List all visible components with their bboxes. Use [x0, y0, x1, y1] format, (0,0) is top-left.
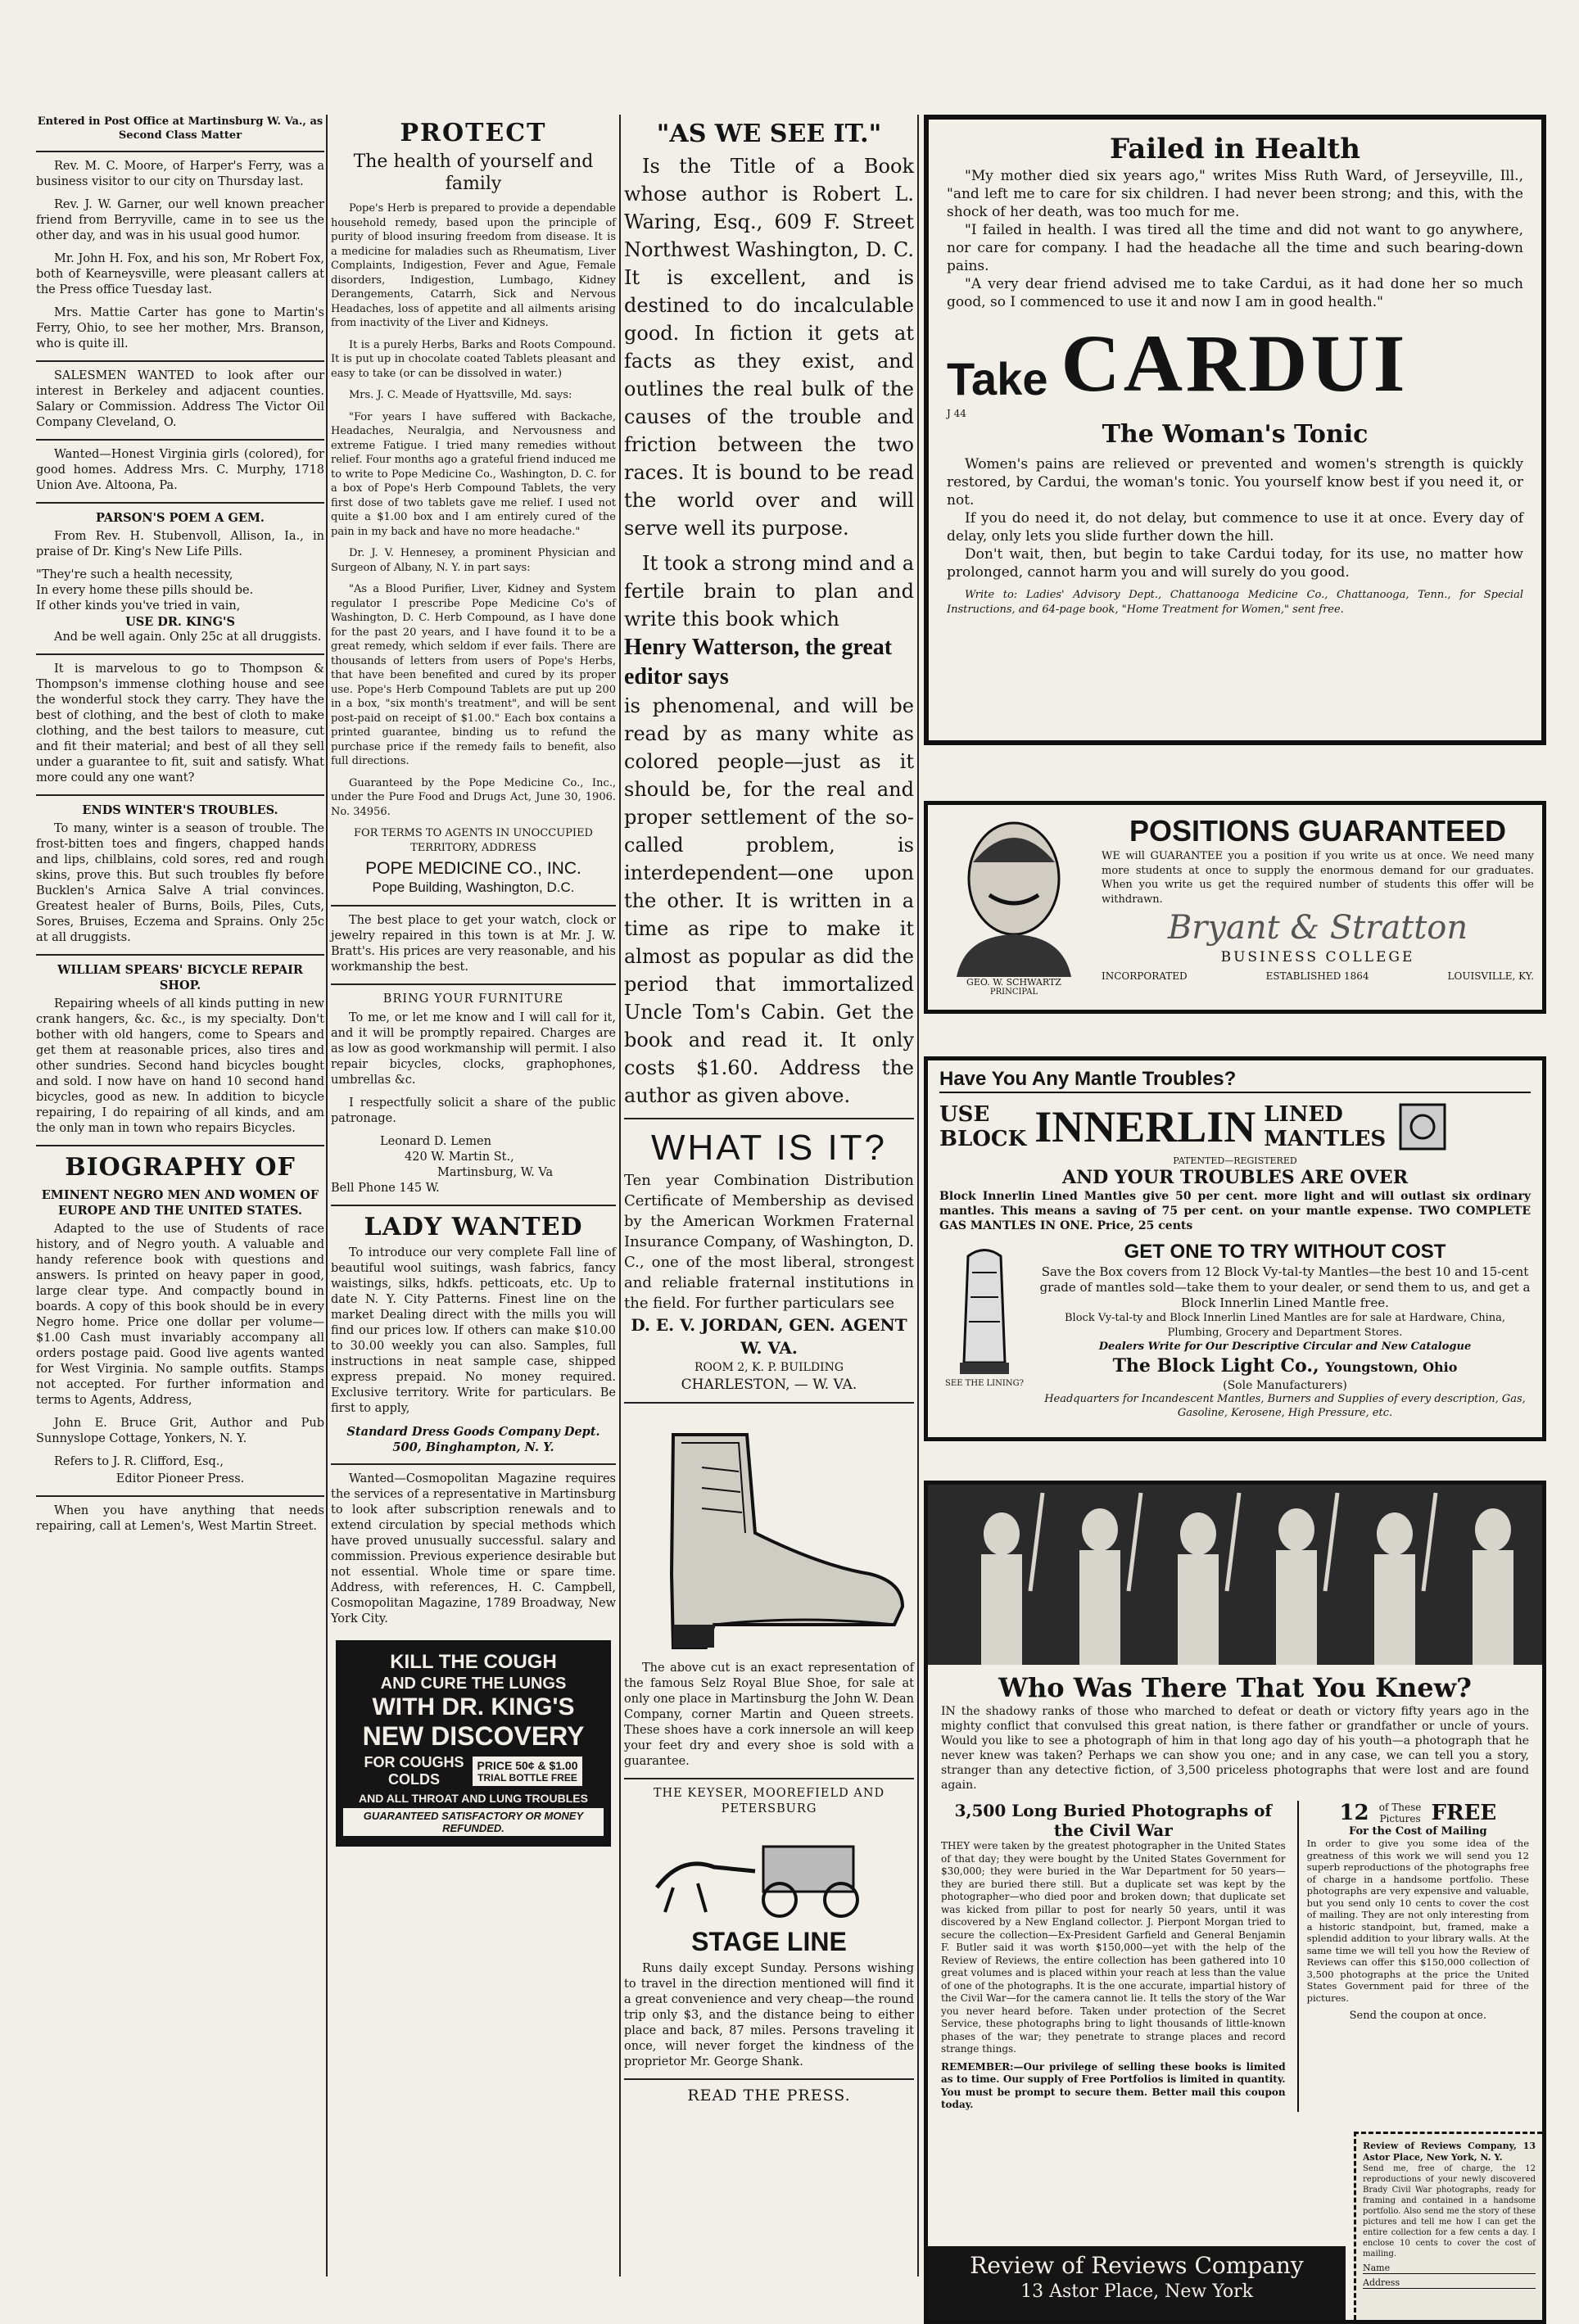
thompson-ad: It is marvelous to go to Thompson & Thompson's immense clothing house and see the wonderful stock they carry. They have the best of clothing, and the best of cloth to make clothing, and the best tailors to measure, cut and fit their material; and best of all they sell under a guarantee to fit, suit and satisfy. What more could any one want?: [36, 662, 324, 784]
cardui-brand: CARDUI: [1061, 318, 1409, 409]
jordan-city: CHARLESTON, — W. VA.: [681, 1377, 857, 1393]
entered-notice: Entered in Post Office at Martinsburg W. Va., as Second Class Matter: [37, 115, 323, 142]
parson-from: From Rev. H. Stubenvoll, Allison, Ia., in praise of Dr. King's New Life Pills.: [36, 530, 324, 558]
louisville: LOUISVILLE, KY.: [1447, 970, 1534, 982]
block-label: BLOCK: [939, 1127, 1027, 1151]
lady-company: Standard Dress Goods Company Dept. 500, Binghampton, N. Y.: [346, 1425, 600, 1454]
cardui-write: Write to: Ladies' Advisory Dept., Chattanooga Medicine Co., Chattanooga, Tenn., for Special Instructions, and 64-page book, "Home Treatment for Women," sent free.: [947, 589, 1523, 616]
stagecoach-illustration: [640, 1822, 898, 1920]
pope-company: POPE MEDICINE CO., INC.: [365, 859, 581, 878]
as-we-see-it-heading: "AS WE SEE IT.": [656, 120, 882, 148]
keyser-heading: THE KEYSER, MOOREFIELD AND PETERSBURG: [653, 1787, 885, 1815]
popes-terms: FOR TERMS TO AGENTS IN UNOCCUPIED TERRITORY, ADDRESS: [354, 827, 593, 854]
who-was-there-heading: Who Was There That You Knew?: [998, 1672, 1472, 1703]
popes-text: Dr. J. V. Hennesey, a prominent Physician and Surgeon of Albany, N. Y. in part says:: [331, 547, 616, 574]
biography-editor: Editor Pioneer Press.: [115, 1472, 245, 1485]
poem-line: If other kinds you've tried in vain,: [36, 599, 241, 613]
review-company: Review of Reviews Company: [970, 2252, 1304, 2279]
biography-text: Adapted to the use of Students of race history, and of Negro youth. A valuable and handy reference book with questions and answers. Is printed on heavy paper in good, large clear type. And compactly bound in boards. A copy of this book should be in every Negro home. Price one dollar per volume—$1.00 Cash must invariably accompany all orders postage paid. Good live agents wanted for West Virginia. No sample outfits. Stamps not accepted. For further information and terms to Agents, Address,: [36, 1223, 324, 1407]
block-city: Youngstown, Ohio: [1325, 1359, 1458, 1375]
free-label: FREE: [1431, 1801, 1497, 1825]
twelve-label: 12: [1339, 1801, 1369, 1825]
dr-king-line: KILL THE COUGH: [390, 1651, 557, 1673]
coupon-name-field[interactable]: Name: [1363, 2263, 1536, 2274]
free-text: In order to give you some idea of the greatness of this work we will send you 12 superb reproductions of the photographs free of charge in a handsome portfolio. These photographs are very expensive and valuable, but you send only 10 cents to cover the cost of mailing. They are not only interesting from a historic standpoint, but, framed, make a splendid addition to your library walls. At the same time we will tell you how the Review of Reviews can offer this $150,000 collection of 3,500 photographs at the price the United States Government paid for three of the pictures.: [1306, 1838, 1529, 2004]
dr-king-line: AND CURE THE LUNGS: [380, 1675, 567, 1693]
sole-manufacturers: (Sole Manufacturers): [1223, 1378, 1347, 1392]
protect-subheading: The health of yourself and family: [353, 151, 594, 194]
column-1: [36, 115, 324, 2277]
biography-sign: John E. Bruce Grit, Author and Pub Sunnyslope Cottage, Yonkers, N. Y.: [36, 1417, 324, 1445]
biography-heading: BIOGRAPHY OF: [65, 1153, 296, 1182]
column-rule: [917, 115, 919, 2277]
mantle-box-icon: [1394, 1098, 1451, 1155]
coupon-text: Send me, free of charge, the 12 reproductions of your newly discovered Brady Civil War photographs, ready for framing and contained in a handsome portfolio. Also send me the story of these pictures and tell me how I can get the entire collection for a few cents a day. I enclose 10 cents to cover the cost of mailing.: [1363, 2164, 1536, 2258]
dealers-write: Dealers Write for Our Descriptive Circular and New Catalogue: [1098, 1341, 1472, 1353]
positions-text: WE will GUARANTEE you a position if you write us at once. We need many more students at once to supply the enormous demand for our graduates. When you write us get the required number of students this offer will be withdrawn.: [1102, 850, 1534, 906]
use-label: USE: [939, 1102, 990, 1127]
cardui-text: Women's pains are relieved or prevented and women's strength is quickly restored, by Cardui, the woman's tonic. You yourself know best if you need it, or not.: [947, 456, 1523, 509]
cardui-testimonial: "My mother died six years ago," writes Miss Ruth Ward, of Jerseyville, Ill., "and left me to care for six children. I had never been strong; and this, with the shock of her death, was too much for me.: [947, 168, 1523, 220]
positions-ad: [924, 801, 1546, 1014]
mantles-label: MANTLES: [1264, 1127, 1387, 1151]
get-one-free: GET ONE TO TRY WITHOUT COST: [1124, 1241, 1446, 1263]
shoe-illustration: [624, 1410, 914, 1656]
see-lining: SEE THE LINING?: [945, 1379, 1024, 1388]
spears-text: Repairing wheels of all kinds putting in new crank hangers, &c. &c., is my specialty. Don't bother with old hangers, come to Spears and get them at reasonable prices, also tires and other sundries. Second hand bicycles bought and sold. I now have on hand 10 second hand bicycles, good as new. In addition to bicycle repairing, I do repairing of all kinds, and am the only man in town who repairs Bicycles.: [36, 997, 324, 1135]
jordan-room: ROOM 2, K. P. BUILDING: [694, 1361, 844, 1374]
biography-ref: Refers to J. R. Clifford, Esq.,: [54, 1455, 224, 1468]
popes-text: "For years I have suffered with Backache, Headaches, Neuralgia, and Nervousness and extreme Fatigue. I tried many remedies without relief. Four months ago a grateful friend induced me to write to Pope Medicine Co., Washington, D. C. for a box of Pope's Herb Compound Tablets, the very first dose of two tablets gave me relief. I used not quite a $1.00 box and I am entirely cured of the pain in my back and have no more headache.": [331, 410, 616, 538]
read-the-press: READ THE PRESS.: [687, 2087, 851, 2105]
furniture-sign: 420 W. Martin St.,: [405, 1151, 514, 1164]
save-covers: Save the Box covers from 12 Block Vy-tal-ty Mantles—the best 10 and 15-cent grade of mantles sold—take them to your dealer, or send them to us, and get a Block Innerlin Lined Mantle free.: [1039, 1264, 1531, 1310]
schwartz-name: GEO. W. SCHWARTZ: [966, 977, 1061, 988]
coupon-address: Review of Reviews Company, 13 Astor Place, New York, N. Y.: [1363, 2141, 1536, 2163]
ends-text: To many, winter is a season of trouble. The frost-bitten toes and fingers, chapped hands and lips, chilblains, cold sores, red and rough skins, prove this. But such troubles fly before Bucklen's Arnica Salve A trial convinces. Greatest healer of Burns, Boils, Piles, Cuts, Sores, Bruises, Eczema and Sprains. Only 25c at all druggists.: [36, 822, 324, 944]
phone: Bell Phone 145 W.: [331, 1182, 440, 1195]
bratt-ad: The best place to get your watch, clock or jewelry repaired in this town is at Mr. J. W. Bratt's. His prices are very reasonable, and his workmanship the best.: [331, 914, 616, 974]
business-college: BUSINESS COLLEGE: [1220, 949, 1415, 965]
bryant-stratton-script: Bryant & Stratton: [1167, 909, 1468, 947]
dr-king-line: COLDS: [388, 1771, 440, 1788]
patented: PATENTED—REGISTERED: [1173, 1155, 1297, 1166]
cosmopolitan-ad: Wanted—Cosmopolitan Magazine requires the services of a representative in Martinsburg to look after subscription renewals and to extend circulation by special methods which have proved unusually successful. salary and commission. Previous experience desirable but not essential. Whole time or spare time. Address, with references, H. C. Campbell, Cosmopolitan Magazine, 1789 Broadway, New York City.: [331, 1472, 616, 1625]
pope-address: Pope Building, Washington, D.C.: [372, 879, 575, 895]
review-address: 13 Astor Place, New York: [1020, 2281, 1253, 2302]
column-2: [331, 115, 616, 2277]
cardui-code: J 44: [947, 408, 966, 419]
popes-text: Mrs. J. C. Meade of Hyattsville, Md. says:: [349, 389, 572, 401]
ends-heading: ENDS WINTER'S TROUBLES.: [82, 803, 278, 817]
mantle-text: Block Innerlin Lined Mantles give 50 per cent. more light and will outlast six ordinary mantles. This means a saving of 75 per cent. on your mantle expense. TWO COMPLETE GAS MANTLES IN ONE. Price, 25 cents: [939, 1190, 1531, 1232]
cardui-tagline: The Woman's Tonic: [1102, 420, 1369, 449]
review-banner: [928, 2246, 1346, 2320]
who-was-there-text: IN the shadowy ranks of those who marched to defeat or death or victory fifty years ago in the mighty conflict that convulsed this great nation, is there father or grandfather or uncle of yours. Would you like to see a photograph of him in that long ago day of his youth—a photograph that he never knew was taken? Perhaps we can show you one; and in any case, we can tell you a story, stranger than any detective fiction, of 3,500 priceless photographs that were lost and are found again.: [941, 1705, 1529, 1792]
shoe-text: The above cut is an exact representation of the famous Selz Royal Blue Shoe, for sale at only one place in Martinsburg the John W. Dean Company, corner Martin and Queen streets. These shoes have a cork innersole an will keep your feet dry and every shoe is sold with a guarantee.: [624, 1662, 914, 1768]
soldiers-icon: [928, 1485, 1542, 1665]
popes-text: Guaranteed by the Pope Medicine Co., Inc., under the Pure Food and Drugs Act, June 30, 1906. No. 34956.: [331, 776, 616, 818]
what-is-it-heading: WHAT IS IT?: [650, 1128, 888, 1168]
furniture-heading: BRING YOUR FURNITURE: [382, 992, 564, 1006]
cardui-text: Don't wait, then, but begin to take Cardui today, for its use, no matter how prolonged, cannot harm you and will surely do you good.: [947, 546, 1523, 581]
take-label: Take: [947, 353, 1048, 405]
column-4: [924, 115, 1546, 2302]
column-rule: [326, 115, 328, 2277]
dr-king-line: AND ALL THROAT AND LUNG TROUBLES: [359, 1792, 588, 1805]
popes-text: "As a Blood Purifier, Liver, Kidney and System regulator I prescribe Pope Medicine Co's of Washington, D. C. Herb Compound, as I have done for the past 20 years, and I have found it to be a great remedy, which seldom if ever fails. There are thousands of letters from users of Pope's Herbs, that have been benefited and cured by its proper use. Pope's Herb Compound Tablets are put up 200 in a box, "six month's treatment", and will be sent post-paid on receipt of $1.00." Each box contains a printed guarantee, binding us to refund the purchase price if the remedy fails to benefit, also full directions.: [331, 583, 616, 767]
innerlin-ad: [924, 1056, 1546, 1441]
cardui-testimonial: "A very dear friend advised me to take Cardui, as it had done her so much good, so I commenced to use it and now I am in good health.": [947, 276, 1523, 310]
popes-text: It is a purely Herbs, Barks and Roots Compound. It is put up in chocolate coated Tablets pleasant and easy to take (or can be dissolved in water.): [331, 338, 616, 380]
as-we-see-it-text: Is the Title of a Book whose author is Robert L. Waring, Esq., 609 F. Street Northwest Washington, D. C. It is excellent, and is destined to do incalculable good. In fiction it gets at facts as they exist, and outlines the real bulk of the causes of the trouble and friction between the two races. It is bound to be read the world over and will serve well its purpose.: [624, 155, 914, 540]
protect-heading: PROTECT: [400, 119, 547, 147]
buried-photos-heading: 3,500 Long Buried Photographs of the Civil War: [954, 1801, 1273, 1840]
lemen-ad: When you have anything that needs repairing, call at Lemen's, West Martin Street.: [36, 1504, 324, 1533]
cardui-text: If you do need it, do not delay, but commence to use it at once. Every day of delay, only lets you slide further down the hill.: [947, 510, 1523, 545]
local-item: Rev. M. C. Moore, of Harper's Ferry, was a business visitor to our city on Thursday last.: [36, 160, 324, 188]
shoe-icon: [624, 1410, 914, 1656]
poem-line: "They're such a health necessity,: [36, 568, 233, 581]
civil-war-ad: [924, 1481, 1546, 2324]
local-item: Rev. J. W. Garner, our well known preacher friend from Berryville, came in to see us the other day, and was in his usual good humor.: [36, 198, 324, 242]
stage-line-text: Runs daily except Sunday. Persons wishing to travel in the direction mentioned will find it a great convenience and very cheap—the round trip only $3, and the distance being to either place and back, 87 miles. Persons traveling it once, will never forget the kindness of the proprietor Mr. George Shank.: [624, 1962, 914, 2069]
stagecoach-icon: [640, 1822, 898, 1920]
dr-king-line: NEW DISCOVERY: [362, 1721, 585, 1751]
wanted-ad: Wanted—Honest Virginia girls (colored), for good homes. Address Mrs. C. Murphy, 1718 Union Ave. Altoona, Pa.: [36, 448, 324, 492]
popes-text: Pope's Herb is prepared to provide a dependable household remedy, based upon the principle of purity of blood insuring freedom from disease. It is a medicine for maladies such as Rheumatism, Liver Complaints, Indigestion, Fever and Ague, Female disorders, Indigestion, Lumbago, Kidney Derangements, Catarrh, Sick and Nervous Headaches, loss of appetite and all ailments arising from inactivity of the Liver and Kidneys.: [331, 202, 616, 329]
positions-heading: POSITIONS GUARANTEED: [1129, 814, 1507, 848]
gas-mantle-icon: [948, 1240, 1021, 1379]
poem-line: USE DR. KING'S: [125, 615, 235, 629]
innerlin-brand: INNERLIN: [1034, 1102, 1256, 1151]
mantle-question: Have You Any Mantle Troubles?: [939, 1067, 1531, 1093]
poem-end: And be well again. Only 25c at all druggists.: [54, 631, 322, 644]
portrait-icon: [940, 813, 1088, 977]
dr-king-line: WITH DR. KING'S: [372, 1693, 575, 1720]
local-item: Mrs. Mattie Carter has gone to Martin's Ferry, Ohio, to see her mother, Mrs. Branson, who is quite ill.: [36, 306, 324, 350]
furniture-text: I respectfully solicit a share of the public patronage.: [331, 1096, 616, 1125]
salesmen-ad: SALESMEN WANTED to look after our interest in Berkeley and adjacent counties. Salary or Commission. Address The Victor Oil Company Cleveland, O.: [36, 369, 324, 429]
dr-king-ad: [336, 1640, 611, 1847]
lady-heading: LADY WANTED: [364, 1213, 583, 1241]
column-rule: [619, 115, 621, 2277]
buried-photos-text: THEY were taken by the greatest photographer in the United States of that day; they were bought by the United States Government for $30,000; they were buried in the War Department for 50 years—they are buried there still. But a duplicate set was kept by the photographer—who died poor and broken down; that duplicate set was kicked from pillar to post for nearly 50 years, until it was discovered by a New England collector. J. Pierpont Morgan tried to secure the collection—Ex-President Garfield and General Benjamin F. Butler said it was worth $150,000—yet with the help of the Review of Reviews, the entire collection has been gathered into 10 great volumes and is placed within your reach at less than the value of one of the photographs. It is the one accurate, impartial history of the Civil War—for the camera cannot lie. It tells the story of the War you never heard before. Taken under protection of the Secret Service, these photographs bring to light thousands of little-known phases of the war; they penetrate to strange places and record strange things.: [941, 1840, 1286, 2055]
save-covers-2: Block Vy-tal-ty and Block Innerlin Lined Mantles are for sale at Hardware, China, Plumbing, Grocery and Department Stores.: [1065, 1312, 1505, 1339]
schwartz-title: PRINCIPAL: [989, 988, 1038, 997]
jordan-agent: D. E. V. JORDAN, GEN. AGENT W. VA.: [631, 1315, 907, 1358]
local-item: Mr. John H. Fox, and his son, Mr Robert Fox, both of Kearneysville, were pleasant callers at the Press office Tuesday last.: [36, 252, 324, 296]
dr-king-price: PRICE 50¢ & $1.00: [477, 1759, 578, 1772]
soldiers-illustration: [928, 1485, 1542, 1665]
dr-king-line: FOR COUGHS: [364, 1754, 464, 1770]
spears-heading: WILLIAM SPEARS' BICYCLE REPAIR SHOP.: [57, 963, 303, 992]
biography-subheading: EMINENT NEGRO MEN AND WOMEN OF EUROPE AND THE UNITED STATES.: [41, 1188, 319, 1218]
established: ESTABLISHED 1864: [1265, 970, 1369, 982]
cardui-ad: [924, 115, 1546, 745]
incorporated: INCORPORATED: [1102, 970, 1188, 982]
lady-text: To introduce our very complete Fall line of beautiful wool suitings, wash fabrics, fancy waistings, silks, hdkfs. petticoats, etc. Up to date N. Y. City Patterns. Finest line on the market Dealing direct with the mills you will find our prices low. If others can make $10.00 to 30.00 weekly you can also. Samples, full instructions in neat sample case, shipped express prepaid. No money required. Exclusive territory. Write for particulars. Be first to apply,: [331, 1246, 616, 1415]
troubles-over: AND YOUR TROUBLES ARE OVER: [1062, 1167, 1408, 1188]
cost-of-mailing: For the Cost of Mailing: [1348, 1825, 1487, 1838]
coupon-address-field[interactable]: Address: [1363, 2277, 1536, 2289]
send-coupon: Send the coupon at once.: [1349, 2010, 1487, 2022]
dr-king-trial: TRIAL BOTTLE FREE: [477, 1772, 577, 1784]
column-3: [624, 115, 914, 2277]
cardui-testimonial: "I failed in health. I was tired all the time and did not want to go anywhere, nor care for company. I had the headache all the time and such bearing-down pains.: [947, 222, 1523, 274]
lined-label: LINED: [1264, 1102, 1343, 1127]
as-we-see-it-text: It took a strong mind and a fertile brain to plan and write this book which: [624, 552, 914, 631]
parson-heading: PARSON'S POEM A GEM.: [96, 511, 265, 525]
furniture-text: To me, or let me know and I will call for it, and it will be promptly repaired. Charges are as low as good workmanship will permit. I also repair bicycles, clocks, graphophones, umbrellas &c.: [331, 1011, 616, 1087]
cardui-headline: Failed in Health: [1110, 133, 1360, 165]
dr-king-guarantee: GUARANTEED SATISFACTORY OR MONEY REFUNDED.: [343, 1808, 604, 1836]
furniture-sign: Leonard D. Lemen: [380, 1135, 491, 1148]
coupon[interactable]: [1354, 2132, 1542, 2320]
poem-line: In every home these pills should be.: [36, 584, 254, 597]
block-company: The Block Light Co.,: [1112, 1354, 1319, 1377]
watterson-line: Henry Watterson, the great editor says: [624, 635, 893, 690]
block-hq: Headquarters for Incandescent Mantles, Burners and Supplies of every description, Gas, Gasoline, Kerosene, High Pressure, etc.: [1044, 1392, 1526, 1419]
furniture-sign: Martinsburg, W. Va: [437, 1166, 554, 1179]
stage-line-heading: STAGE LINE: [691, 1927, 847, 1956]
what-is-it-text: Ten year Combination Distribution Certificate of Membership as devised by the American Workmen Fraternal Insurance Company, of Washington, D. C., one of the most liberal, strongest and reliable fraternal institutions in the field. For further particulars see: [624, 1172, 914, 1312]
of-these-pictures: of These Pictures: [1378, 1802, 1422, 1824]
as-we-see-it-text: is phenomenal, and will be read by as many white as colored people—just as it should be, for the real and proper settlement of the so-called problem, is interdependent—one upon the other. It is written in a time as ripe to make it almost as popular as did the period that immortalized Uncle Tom's Cabin. Get the book and read it. It only costs $1.60. Address the author as given above.: [624, 694, 914, 1107]
remember-text: REMEMBER:—Our privilege of selling these books is limited as to time. Our supply of Free Portfolios is limited in quantity. You must be prompt to secure them. Better mail this coupon today.: [941, 2060, 1286, 2110]
